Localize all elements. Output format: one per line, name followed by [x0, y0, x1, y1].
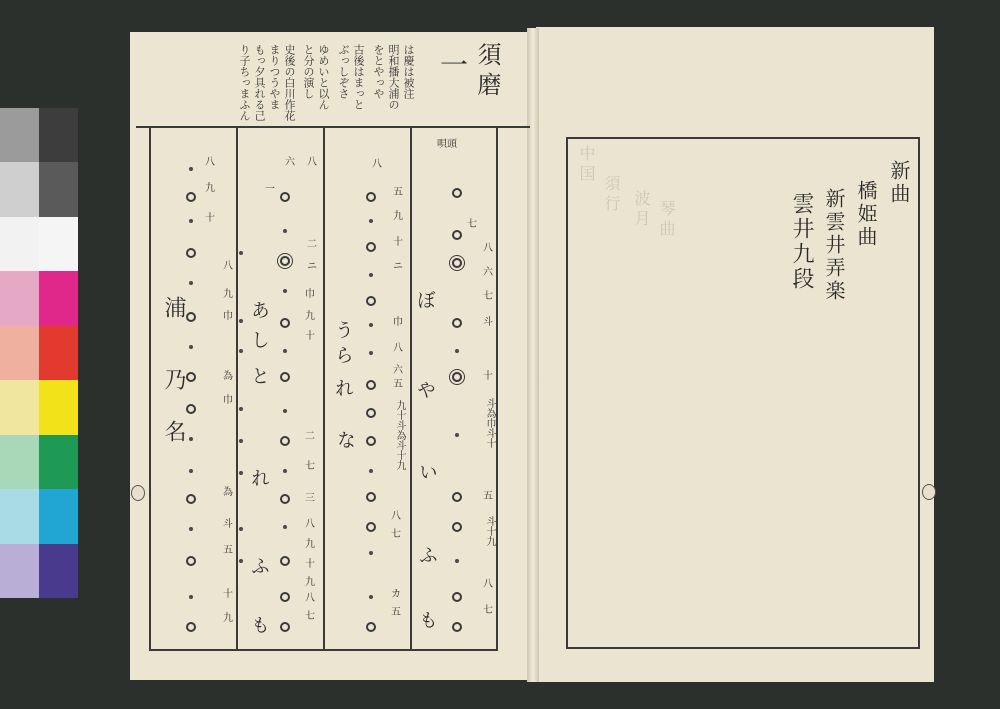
dot-symbol — [283, 525, 287, 529]
color-patch — [39, 544, 78, 598]
dot-symbol — [283, 409, 287, 413]
note-mark: 巾 — [223, 395, 233, 406]
ring-symbol — [280, 192, 290, 202]
note-mark: 九十斗為斗十九 — [394, 400, 405, 470]
ring-symbol — [186, 494, 196, 504]
dot-symbol — [283, 469, 287, 473]
ring-symbol — [186, 404, 196, 414]
lyric-char: れ — [248, 468, 270, 487]
lyric-char: 浦 — [161, 296, 186, 318]
note-mark: 七 — [391, 529, 401, 540]
ring-symbol — [452, 372, 462, 382]
ring-symbol — [366, 380, 376, 390]
show-through-text: 須行 — [602, 175, 621, 215]
dot-symbol — [455, 433, 459, 437]
note-mark: 巾 — [223, 311, 233, 322]
dot-symbol — [189, 281, 193, 285]
color-patch — [39, 489, 78, 543]
lyric-char: し — [248, 330, 270, 349]
note-mark: 巾 — [393, 317, 403, 328]
color-patch — [0, 217, 39, 271]
ring-symbol — [366, 192, 376, 202]
note-mark: ニ — [393, 261, 403, 272]
dot-symbol — [369, 219, 373, 223]
dot-symbol — [189, 527, 193, 531]
dot-symbol — [239, 251, 243, 255]
note-mark: 巾 — [305, 289, 315, 300]
color-patch — [39, 435, 78, 489]
annotation-line: もっ夕具れる己 — [253, 44, 266, 121]
dot-symbol — [239, 439, 243, 443]
note-mark: 為 — [223, 487, 233, 498]
contents-item: 雲井九段 — [789, 192, 814, 292]
ring-symbol — [280, 592, 290, 602]
ring-symbol — [452, 318, 462, 328]
dot-symbol — [455, 559, 459, 563]
dot-symbol — [283, 229, 287, 233]
lyric-char: と — [248, 366, 270, 385]
note-mark: 八 — [305, 593, 315, 604]
note-mark: 八 — [223, 261, 233, 272]
annotation-line: は慶は被注 — [402, 44, 415, 99]
color-patch — [0, 489, 39, 543]
lyric-char: 名 — [161, 420, 186, 442]
lyric-char: も — [248, 615, 270, 634]
color-patch — [39, 162, 78, 216]
ring-symbol — [452, 622, 462, 632]
note-mark: 五 — [393, 379, 403, 390]
note-mark: 九 — [205, 183, 215, 194]
ring-symbol — [280, 494, 290, 504]
dot-symbol — [239, 527, 243, 531]
dot-symbol — [239, 319, 243, 323]
ring-symbol — [280, 372, 290, 382]
ring-symbol — [366, 436, 376, 446]
annotation-line: をとやっや — [372, 44, 385, 99]
note-mark: 九 — [223, 613, 233, 624]
note-mark: 十 — [393, 237, 403, 248]
lyric-char: ふ — [248, 556, 270, 575]
note-mark: 為 — [223, 371, 233, 382]
note-mark: ニ — [307, 261, 317, 272]
dot-symbol — [239, 559, 243, 563]
note-mark: 八 — [483, 579, 493, 590]
color-patch — [0, 435, 39, 489]
ring-symbol — [366, 408, 376, 418]
note-mark: 十 — [205, 213, 215, 224]
dot-symbol — [239, 471, 243, 475]
ring-symbol — [366, 296, 376, 306]
note-mark: 八 — [305, 519, 315, 530]
contents-heading: 新曲 — [887, 160, 911, 206]
note-mark: 六 — [285, 157, 295, 168]
lyric-char: も — [416, 610, 438, 629]
ring-symbol — [186, 192, 196, 202]
note-mark: 九 — [305, 311, 315, 322]
color-patch — [39, 217, 78, 271]
dot-symbol — [369, 595, 373, 599]
piece-title: 須磨 — [473, 42, 501, 102]
color-checker-strip — [0, 108, 78, 598]
column-rule — [323, 128, 325, 651]
lyric-char: ら — [332, 345, 354, 364]
note-mark: 十 — [305, 331, 315, 342]
lyric-char: 乃 — [161, 368, 186, 390]
show-through-text: 波月 — [632, 190, 651, 230]
note-mark: 七 — [467, 219, 477, 230]
frame-rule — [918, 137, 920, 649]
dot-symbol — [189, 167, 193, 171]
ring-symbol — [186, 556, 196, 566]
dot-symbol — [283, 289, 287, 293]
show-through-text: 琴曲 — [657, 200, 676, 240]
dot-symbol — [189, 345, 193, 349]
binding-hole — [922, 484, 936, 500]
note-mark: 九 — [223, 289, 233, 300]
note-mark: 斗 — [483, 317, 493, 328]
note-mark: 一 — [265, 184, 275, 195]
ring-symbol — [280, 436, 290, 446]
lyric-char: ふ — [416, 545, 438, 564]
note-mark: 九 — [305, 539, 315, 550]
note-mark: 七 — [483, 291, 493, 302]
annotation-line: ぶっしぞさ — [337, 44, 350, 99]
piece-number: 一 — [436, 50, 469, 78]
color-patch — [39, 108, 78, 162]
lyric-char: れ — [332, 378, 354, 397]
note-mark: 五 — [223, 545, 233, 556]
ring-symbol — [452, 592, 462, 602]
ring-symbol — [186, 622, 196, 632]
note-mark: 斗十九 — [484, 516, 495, 546]
dot-symbol — [239, 349, 243, 353]
ring-symbol — [452, 522, 462, 532]
ring-symbol — [452, 258, 462, 268]
annotation-line: 史後の白川作花 — [283, 44, 296, 121]
lyric-char: う — [332, 320, 354, 339]
lyric-char: ぼ — [414, 290, 436, 309]
annotation-line: と分の演し — [302, 44, 315, 99]
dot-symbol — [189, 219, 193, 223]
dot-symbol — [189, 437, 193, 441]
color-patch — [0, 271, 39, 325]
note-mark: カ — [391, 589, 401, 600]
color-patch — [0, 108, 39, 162]
lyric-char: や — [414, 380, 436, 399]
note-mark: 十 — [223, 589, 233, 600]
dot-symbol — [283, 349, 287, 353]
note-mark: 八 — [205, 157, 215, 168]
show-through-text: 中国 — [577, 145, 596, 185]
dot-symbol — [369, 351, 373, 355]
lyric-char: い — [416, 462, 438, 481]
annotation-line: り子ちっまふん — [238, 44, 251, 121]
note-mark: 八 — [483, 243, 493, 254]
note-mark: 八 — [307, 157, 317, 168]
color-patch — [39, 326, 78, 380]
lyric-char: な — [334, 430, 356, 449]
ring-symbol — [366, 242, 376, 252]
dot-symbol — [369, 323, 373, 327]
ring-symbol — [280, 556, 290, 566]
ring-symbol — [366, 522, 376, 532]
annotation-line: 古後はまっと — [352, 44, 365, 110]
contents-item: 橋姫曲 — [854, 180, 878, 249]
note-mark: 二 — [305, 431, 315, 442]
dot-symbol — [369, 551, 373, 555]
contents-item: 新雲井弄楽 — [822, 188, 846, 303]
color-patch — [0, 162, 39, 216]
dot-symbol — [369, 469, 373, 473]
note-mark: 三 — [305, 493, 315, 504]
ring-symbol — [186, 248, 196, 258]
note-mark: 二 — [307, 239, 317, 250]
note-mark: 十 — [483, 371, 493, 382]
note-mark: 十 — [305, 559, 315, 570]
ring-symbol — [452, 230, 462, 240]
note-mark: 九 — [393, 211, 403, 222]
ring-symbol — [366, 492, 376, 502]
ring-symbol — [366, 622, 376, 632]
column-heading: 唄頭 — [437, 139, 457, 150]
note-mark: 六 — [393, 365, 403, 376]
note-mark: 五 — [483, 491, 493, 502]
ring-symbol — [452, 492, 462, 502]
ring-symbol — [452, 188, 462, 198]
note-mark: 八 — [372, 159, 382, 170]
lyric-char: あ — [248, 300, 270, 319]
ring-symbol — [186, 312, 196, 322]
annotation-line: まりつうやま — [268, 44, 281, 110]
color-patch — [0, 326, 39, 380]
ring-symbol — [186, 372, 196, 382]
color-patch — [39, 271, 78, 325]
annotation-line: ゆめいと以ん — [317, 44, 330, 110]
note-mark: 七 — [305, 611, 315, 622]
binding-hole — [131, 485, 145, 501]
dot-symbol — [189, 469, 193, 473]
note-mark: 五 — [391, 607, 401, 618]
ring-symbol — [280, 622, 290, 632]
note-mark: 七 — [305, 461, 315, 472]
note-mark: 八 — [391, 511, 401, 522]
ring-symbol — [280, 256, 290, 266]
dot-symbol — [189, 595, 193, 599]
note-mark: 斗 — [223, 519, 233, 530]
color-patch — [39, 380, 78, 434]
annotation-line: 明和播大浦の — [387, 44, 400, 110]
note-mark: 九 — [305, 577, 315, 588]
color-patch — [0, 380, 39, 434]
dot-symbol — [239, 407, 243, 411]
note-mark: 八 — [393, 343, 403, 354]
note-mark: 六 — [483, 267, 493, 278]
column-rule — [236, 128, 238, 651]
note-mark: 七 — [483, 605, 493, 616]
dot-symbol — [455, 349, 459, 353]
ring-symbol — [280, 318, 290, 328]
color-patch — [0, 544, 39, 598]
note-mark: 斗為巾斗十 — [484, 398, 495, 448]
note-mark: 五 — [393, 187, 403, 198]
dot-symbol — [369, 273, 373, 277]
